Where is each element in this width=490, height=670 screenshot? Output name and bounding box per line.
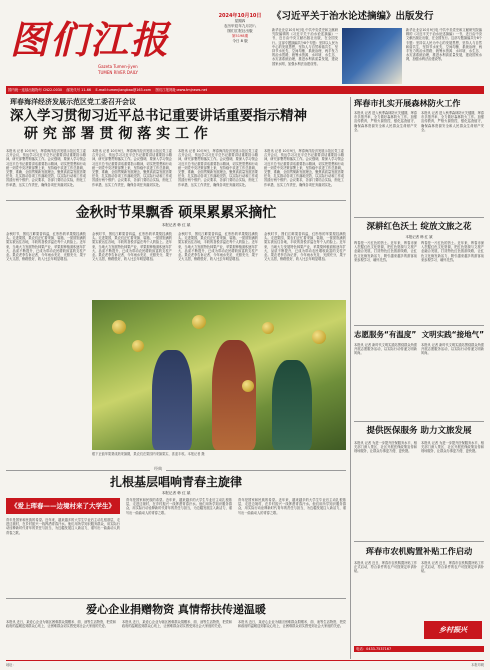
issue-date: 2024年10月10日 xyxy=(218,13,262,19)
lead-story xyxy=(6,97,346,197)
masthead xyxy=(6,6,231,84)
charity-headline: 爱心企业捐赠物资 真情帮扶传递温暖 xyxy=(86,603,266,616)
promo-body-2: 新华社北京10月9日电 中共中央党史和文献研究院编辑的《习近平关于治水论述摘编》一书，近日由中央文献出版社出版，在全国发行。这部专题摘编共分8个专题：坚持以人民为中心的发展思想，坚持人与自然和谐共生，坚持节水优先、空间均衡、系统治理、两手发力的治水思路，统筹水资源、水环境、水生态、水灾害系统治理，推进水利高质量发展，建设国家水网，加强水利法治建设等。 xyxy=(406,28,482,62)
right-headline-1: 珲春市扎实开展森林防火工作 xyxy=(354,98,461,108)
right-body-3: 本报讯 记者 新时代文明实践站围绕群众所需开展志愿服务活动，以实际行动传递文明新风尚。 xyxy=(354,343,417,356)
issue-lunar: 农历甲辰年九月初八 xyxy=(223,24,257,28)
youth-body: 青年是国家和民族的希望。近年来，越来越多的大学生毕业后主动扎根基层，走进边境村，在乡村振兴一线挥洒青春汗水。他们用所学知识服务群众，用实际行动诠释新时代青年的责任与担当，为边疆发展注入新活力，谱写出一曲曲动人的青春之歌。 xyxy=(6,518,120,535)
pear-fruit xyxy=(192,315,206,329)
divider xyxy=(354,541,484,542)
lead-body-3: 本报讯 记者 10月9日，珲春海洋经济发展示范区党工委召开会议，传达学习习近平总书记重要讲话重要指示精神，研究部署贯彻落实工作。会议强调，要深入学习领会习近平总书记重要讲话重要指示精神，切实把思想和行动统一到党中央决策部署上来，坚持稳中求进工作总基调，完整、准确、全面贯彻新发展理念，聚焦高质量发展首要任务，扎实推动各项工作落地见效，以实际行动和工作成效践行两个维护。会议要求，各部门要结合实际，细化工作举措，压实工作责任，确保各项任务落到实处。 xyxy=(178,149,258,187)
farmer-figure xyxy=(272,360,312,450)
info-web: 图们江报网址:www.tmjnews.net xyxy=(155,88,208,92)
right-body-2: 珲春是一片红色的热土。近年来，珲春市深入挖掘红色文化资源，把红色资源与文旅产业融合发展，打造特色红色旅游线路，让红色文化焕发新活力，吸引越来越多的游客前来参观学习、缅怀先烈。 xyxy=(354,241,417,262)
right-body-3b: 本报讯 记者 新时代文明实践站围绕群众所需开展志愿服务活动，以实际行动传递文明新风尚。 xyxy=(421,343,484,356)
info-cn: 国内统一连续出版物号 CN22-0030 xyxy=(8,88,63,92)
right-headline-4: 提供医保服务 助力文旅发展 xyxy=(366,426,472,436)
lead-subheadline: 研 究 部 署 贯 彻 落 实 工 作 xyxy=(24,126,208,142)
lead-body: 本报讯 记者 10月9日，珲春海洋经济发展示范区党工委召开会议，传达学习习近平总书记重要讲话重要指示精神，研究部署贯彻落实工作。会议强调，要深入学习领会习近平总书记重要讲话重要指示精神，切实把思想和行动统一到党中央决策部署上来，坚持稳中求进工作总基调，完整、准确、全面贯彻新发展理念，聚焦高质量发展首要任务，扎实推动各项工作落地见效，以实际行动和工作成效践行两个维护。会议要求，各部门要结合实际，细化工作举措，压实工作责任，确保各项任务落到实处。 xyxy=(6,149,86,187)
issue-weekday: 星期四 xyxy=(234,19,246,23)
info-bar-text xyxy=(8,87,478,92)
charity-body-2: 本报讯 近日，某爱心企业为辖区困难群众捐赠米、面、油等生活物资，把党和政府的温暖送到群众心坎上，让困难群众切实感受到社会大家庭的关爱。 xyxy=(122,620,232,629)
divider xyxy=(6,598,346,599)
issue-box xyxy=(212,14,268,84)
feature-photo xyxy=(92,300,346,450)
youth-banner-text: 《爱上珲春——边境村来了大学生》 xyxy=(11,502,115,510)
pear-fruit xyxy=(112,320,126,334)
info-email: E-mail:tumenjiangbao@163.com xyxy=(95,88,152,92)
feature-caption: 眼下正值苹果梨成熟采摘期，果农们在果园内采摘果实，喜迎丰收。本报记者 摄 xyxy=(92,452,205,456)
youth-story xyxy=(6,474,346,594)
divider xyxy=(354,325,484,326)
rural-revitalization-logo xyxy=(424,621,482,639)
issue-number: 第5198期 xyxy=(231,34,249,38)
footer-rule xyxy=(6,660,484,661)
feature-story xyxy=(6,204,346,464)
feature-byline: 本报记者 韩 红 斌 xyxy=(161,223,191,227)
pear-fruit xyxy=(312,330,326,344)
youth-body-3: 青年是国家和民族的希望。近年来，越来越多的大学生毕业后主动扎根基层，走进边境村，在乡村振兴一线挥洒青春汗水。他们用所学知识服务群众，用实际行动诠释新时代青年的责任与担当，为边疆发展注入新活力，谱写出一曲曲动人的青春之歌。 xyxy=(238,498,346,515)
feature-body-4: 金秋时节，图们江畔果香四溢，红彤彤的苹果梨挂满枝头。走进果园，果农们正忙着采摘、装箱，一筐筐饱满的果实被运往各地，丰收的喜悦洋溢在每个人的脸上。近年来，当地大力发展特色林果产业，苹果梨种植面积逐年扩大，品质不断提升，已成为带动农民增收致富的支柱产业。果农老李告诉记者，今年雨水充足、光照充分，果子又大又甜，销路很好，收入比去年明显增加。 xyxy=(264,232,346,262)
logo-text: 乡村振兴 xyxy=(439,626,467,634)
promo-headline: 《习近平关于治水论述摘编》出版发行 xyxy=(272,11,434,22)
masthead-subtitle-en: TUMEN RIVER DAILY xyxy=(98,70,138,75)
youth-headline: 扎根基层唱响青春主旋律 xyxy=(109,475,242,489)
divider xyxy=(354,217,484,218)
promo-box xyxy=(272,10,482,86)
right-headline-3a: 志愿服务“有温度” xyxy=(354,330,417,339)
right-headline-3b: 文明实践“接地气” xyxy=(421,330,484,339)
issue-pages: 今日 8 版 xyxy=(232,39,248,43)
feature-headline: 金秋时节果飘香 硕果累累采摘忙 xyxy=(75,205,277,221)
youth-byline: 本报记者 韩 红 斌 xyxy=(161,491,191,495)
masthead-title: 图们江报 xyxy=(10,17,171,62)
farmer-figure xyxy=(152,350,192,450)
right-body-4b: 本报讯 记者 为进一步提升医保服务水平，相关部门深入景区、社区开展医保政策宣传和现场服务，让群众办事更方便、更快捷。 xyxy=(421,441,484,454)
lead-headline: 深入学习贯彻习近平总书记重要讲话重要指示精神 xyxy=(10,108,307,124)
right-headline-2: 深耕红色沃土 绽放文旅之花 xyxy=(366,222,472,232)
right-body-1: 本报讯 记者 进入秋季森林防火关键期，珲春市多措并举，全力做好森林防火工作。加强宣传教育，严格火源管控，强化巡查值守，确保森林资源安全和人民群众生命财产安全。 xyxy=(354,111,417,132)
footer-right: 本报印刷 xyxy=(471,663,484,667)
charity-body-3: 本报讯 近日，某爱心企业为辖区困难群众捐赠米、面、油等生活物资，把党和政府的温暖送到群众心坎上，让困难群众切实感受到社会大家庭的关爱。 xyxy=(238,620,346,629)
right-headline-5: 珲春市农机购置补贴工作启动 xyxy=(365,546,473,556)
right-body-1b: 本报讯 记者 进入秋季森林防火关键期，珲春市多措并举，全力做好森林防火工作。加强宣传教育，严格火源管控，强化巡查值守，确保森林资源安全和人民群众生命财产安全。 xyxy=(421,111,484,132)
issue-publisher: 图们江报社出版 xyxy=(227,29,253,33)
feature-body-3: 金秋时节，图们江畔果香四溢，红彤彤的苹果梨挂满枝头。走进果园，果农们正忙着采摘、装箱，一筐筐饱满的果实被运往各地，丰收的喜悦洋溢在每个人的脸上。近年来，当地大力发展特色林果产业，苹果梨种植面积逐年扩大，品质不断提升，已成为带动农民增收致富的支柱产业。果农老李告诉记者，今年雨水充足、光照充分，果子又大又甜，销路很好，收入比去年明显增加。 xyxy=(178,232,258,262)
right-body-5b: 本报讯 记者 近日，珲春市农机购置补贴工作正式启动，符合条件的农户可按规定申请补贴。 xyxy=(421,561,484,574)
charity-story xyxy=(6,602,346,660)
info-post: 邮发代号 11-66 xyxy=(66,88,92,92)
farmer-figure xyxy=(212,340,256,450)
lead-body-2: 本报讯 记者 10月9日，珲春海洋经济发展示范区党工委召开会议，传达学习习近平总书记重要讲话重要指示精神，研究部署贯彻落实工作。会议强调，要深入学习领会习近平总书记重要讲话重要指示精神，切实把思想和行动统一到党中央决策部署上来，坚持稳中求进工作总基调，完整、准确、全面贯彻新发展理念，聚焦高质量发展首要任务，扎实推动各项工作落地见效，以实际行动和工作成效践行两个维护。会议要求，各部门要结合实际，细化工作举措，压实工作责任，确保各项任务落到实处。 xyxy=(92,149,172,187)
pear-fruit xyxy=(242,380,254,392)
promo-body: 新华社北京10月9日电 中共中央党史和文献研究院编辑的《习近平关于治水论述摘编》一书，近日由中央文献出版社出版，在全国发行。这部专题摘编共分8个专题：坚持以人民为中心的发展思想，坚持人与自然和谐共生，坚持节水优先、空间均衡、系统治理、两手发力的治水思路，统筹水资源、水环境、水生态、水灾害系统治理，推进水利高质量发展，建设国家水网，加强水利法治建设等。 xyxy=(272,28,338,66)
masthead-subtitle: Gazeta Tumen-jiyen xyxy=(98,64,138,69)
pear-fruit xyxy=(262,322,274,334)
promo-book-photo xyxy=(342,28,402,84)
charity-body: 本报讯 近日，某爱心企业为辖区困难群众捐赠米、面、油等生活物资，把党和政府的温暖送到群众心坎上，让困难群众切实感受到社会大家庭的关爱。 xyxy=(6,620,116,629)
right-body-2b: 珲春是一片红色的热土。近年来，珲春市深入挖掘红色文化资源，把红色资源与文旅产业融合发展，打造特色红色旅游线路，让红色文化焕发新活力，吸引越来越多的游客前来参观学习、缅怀先烈。 xyxy=(421,241,484,262)
feature-body: 金秋时节，图们江畔果香四溢，红彤彤的苹果梨挂满枝头。走进果园，果农们正忙着采摘、装箱，一筐筐饱满的果实被运往各地，丰收的喜悦洋溢在每个人的脸上。近年来，当地大力发展特色林果产业，苹果梨种植面积逐年扩大，品质不断提升，已成为带动农民增收致富的支柱产业。果农老李告诉记者，今年雨水充足、光照充分，果子又大又甜，销路很好，收入比去年明显增加。 xyxy=(6,232,86,262)
column-rule xyxy=(350,97,351,659)
divider xyxy=(354,421,484,422)
youth-divider-label: 经典 xyxy=(150,466,166,472)
youth-body-2: 青年是国家和民族的希望。近年来，越来越多的大学生毕业后主动扎根基层，走进边境村，在乡村振兴一线挥洒青春汗水。他们用所学知识服务群众，用实际行动诠释新时代青年的责任与担当，为边疆发展注入新活力，谱写出一曲曲动人的青春之歌。 xyxy=(126,498,232,515)
footer-address xyxy=(6,662,484,667)
footer-hotline: 电话：0433-7537167 xyxy=(356,647,392,651)
right-byline-2: 本报记者 韩 红 斌 xyxy=(405,235,433,239)
right-headline-3 xyxy=(354,329,484,340)
right-column xyxy=(354,97,484,659)
section-divider xyxy=(6,470,346,471)
youth-banner xyxy=(6,498,120,514)
pear-fruit xyxy=(132,340,144,352)
feature-body-2: 金秋时节，图们江畔果香四溢，红彤彤的苹果梨挂满枝头。走进果园，果农们正忙着采摘、装箱，一筐筐饱满的果实被运往各地，丰收的喜悦洋溢在每个人的脸上。近年来，当地大力发展特色林果产业，苹果梨种植面积逐年扩大，品质不断提升，已成为带动农民增收致富的支柱产业。果农老李告诉记者，今年雨水充足、光照充分，果子又大又甜，销路很好，收入比去年明显增加。 xyxy=(92,232,172,262)
lead-body-4: 本报讯 记者 10月9日，珲春海洋经济发展示范区党工委召开会议，传达学习习近平总书记重要讲话重要指示精神，研究部署贯彻落实工作。会议强调，要深入学习领会习近平总书记重要讲话重要指示精神，切实把思想和行动统一到党中央决策部署上来，坚持稳中求进工作总基调，完整、准确、全面贯彻新发展理念，聚焦高质量发展首要任务，扎实推动各项工作落地见效，以实际行动和工作成效践行两个维护。会议要求，各部门要结合实际，细化工作举措，压实工作责任，确保各项任务落到实处。 xyxy=(264,149,344,187)
divider xyxy=(6,200,346,201)
lead-kicker: 珲春海洋经济发展示范区党工委召开会议 xyxy=(10,98,136,106)
right-body-4: 本报讯 记者 为进一步提升医保服务水平，相关部门深入景区、社区开展医保政策宣传和现场服务，让群众办事更方便、更快捷。 xyxy=(354,441,417,454)
footer-left: 地址： xyxy=(6,663,16,667)
right-body-5: 本报讯 记者 近日，珲春市农机购置补贴工作正式启动，符合条件的农户可按规定申请补贴。 xyxy=(354,561,417,574)
